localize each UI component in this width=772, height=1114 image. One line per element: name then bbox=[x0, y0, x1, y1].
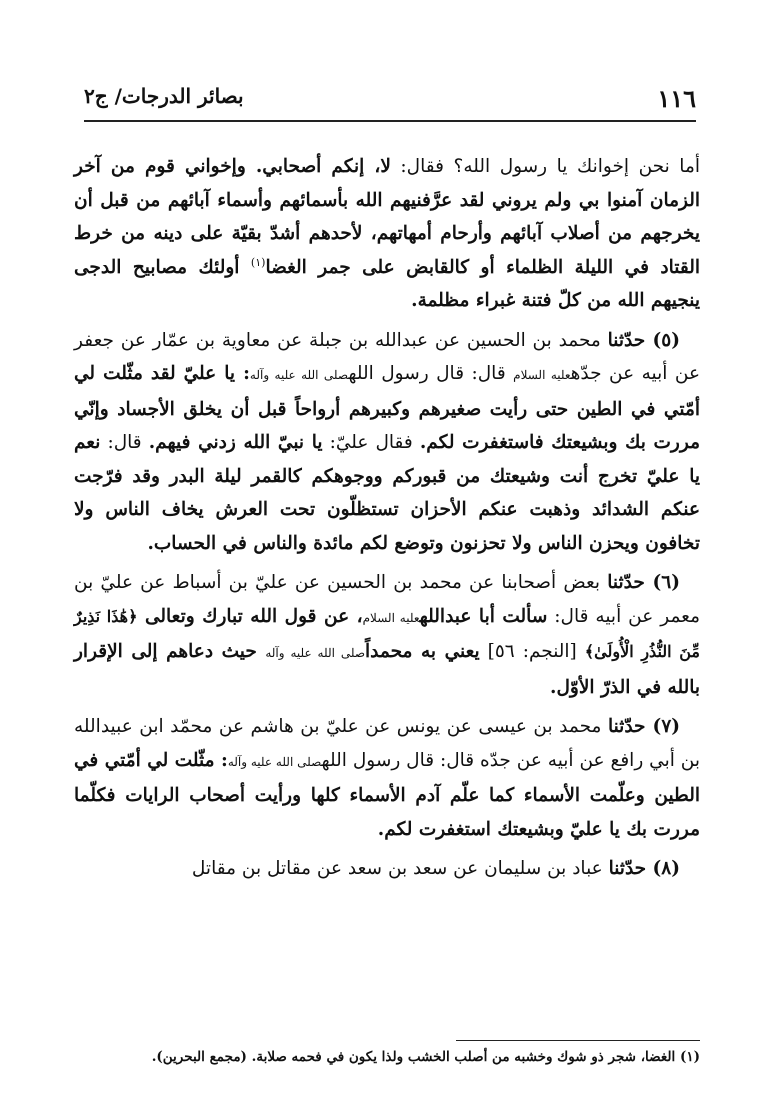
quran-verse: ﴿هَٰذَا نَذِيرٌ مِّنَ النُّذُرِ الْأُولَىٰ﴾ bbox=[74, 606, 701, 661]
hadith-quote: سألت أبا عبدالله bbox=[419, 605, 548, 627]
paragraph-continued bbox=[74, 150, 700, 318]
isnad-text: محمد بن عيسى عن يونس عن عليّ بن هاشم عن محمّد ابن عبيدالله بن أبي رافع عن أبيه عن جدّه قال: قال رسول الله bbox=[74, 716, 700, 771]
narration-text: قال: bbox=[100, 432, 149, 453]
hadith-quote: يا نبيّ الله زدني فيهم. bbox=[148, 432, 323, 453]
hadith-quote: يعني به محمداً bbox=[365, 641, 480, 662]
hadith-quote: ، عن قول الله تبارك وتعالى bbox=[137, 605, 363, 627]
page-number: ١١٦ bbox=[657, 84, 696, 113]
verse-reference: [النجم: ٥٦] bbox=[479, 641, 585, 662]
honorific-glyph: صلى الله عليه وآله bbox=[265, 646, 366, 660]
hadith-number: (٧) حدّثنا bbox=[607, 716, 681, 737]
book-title: بصائر الدرجات/ ج٢ bbox=[84, 84, 244, 108]
hadith-quote: حيث دعاهم إلى الإقرار بالله في الذرّ الأوّل. bbox=[74, 641, 700, 698]
hadith-quote: أولئك مصابيح الدجى ينجيهم الله من كلّ فتنة غبراء مظلمة. bbox=[74, 256, 700, 311]
hadith-quote: نعم يا عليّ تخرج أنت وشيعتك من قبوركم ووجوهكم كالقمر ليلة البدر وقد فرّجت عنكم الشدائد وذهبت عنكم الأحزان تستظلّون تحت العرش يخاف الناس ولا تخافون ويحزن الناس ولا تحزنون وتوضع لكم مائدة والناس في الحساب. bbox=[74, 432, 700, 554]
honorific-glyph: صلى الله عليه وآله bbox=[227, 754, 322, 769]
page-body bbox=[74, 150, 700, 892]
hadith-6 bbox=[74, 566, 700, 704]
hadith-8 bbox=[74, 852, 700, 886]
page-header bbox=[84, 78, 696, 118]
hadith-quote: لا، إنكم أصحابي. وإخواني قوم من آخر الزمان آمنوا بي ولم يروني لقد عرَّفنيهم الله بأسمائهم وأسماء آبائهم من قبل أن يخرجهم من أصلاب آبائهم وأرحام أمهاتهم، لأحدهم أشدّ بقيّة على دينه من خرط القتاد في الليلة الظلماء أو كالقابض على جمر الغضا bbox=[74, 156, 701, 278]
hadith-quote: : يا عليّ لقد مثّلت لي أمّتي في الطين حتى رأيت صغيرهم وكبيرهم أرواحاً قبل أن يخلق الأجساد وإنّي مررت بك وبشيعتك فاستغفرت لكم. bbox=[74, 363, 700, 453]
honorific-glyph: عليه السلام bbox=[513, 368, 571, 382]
paragraph-text: أما نحن إخوانك يا رسول الله؟ فقال: bbox=[390, 156, 700, 177]
isnad-text: قال: قال رسول الله bbox=[348, 363, 514, 384]
hadith-7 bbox=[74, 710, 700, 846]
hadith-5 bbox=[74, 324, 700, 561]
honorific-glyph: عليه السلام bbox=[362, 610, 420, 625]
footnote-divider bbox=[456, 1040, 700, 1041]
header-divider bbox=[84, 120, 696, 122]
hadith-number: (٦) حدّثنا bbox=[607, 572, 680, 593]
isnad-text: عباد بن سليمان عن سعد بن سعد عن مقاتل بن مقاتل bbox=[191, 858, 609, 879]
isnad-text: بعض أصحابنا عن محمد بن الحسين عن عليّ بن أسباط عن عليّ بن معمر عن أبيه قال: bbox=[74, 572, 701, 627]
hadith-number: (٨) حدّثنا bbox=[608, 858, 680, 879]
honorific-glyph: صلى الله عليه وآله bbox=[249, 368, 349, 382]
hadith-quote: : مثّلت لي أمّتي في الطين وعلّمت الأسماء كما علّم آدم الأسماء كلها ورأيت أصحاب الرايات فكلّما مررت بك يا عليّ وبشيعتك استغفرت لكم. bbox=[74, 749, 700, 840]
narration-text: فقال عليّ: bbox=[322, 432, 420, 453]
footnote-marker: (١) bbox=[250, 255, 266, 269]
isnad-text: محمد بن الحسين عن عبدالله بن جبلة عن معاوية بن عمّار عن جعفر عن أبيه عن جدّه bbox=[74, 329, 701, 384]
hadith-number: (٥) حدّثنا bbox=[607, 329, 680, 351]
footnote: (١) الغضا، شجر ذو شوك وخشبه من أصلب الخشب ولذا يكون في فحمه صلابة. (مجمع البحرين). bbox=[151, 1049, 700, 1065]
